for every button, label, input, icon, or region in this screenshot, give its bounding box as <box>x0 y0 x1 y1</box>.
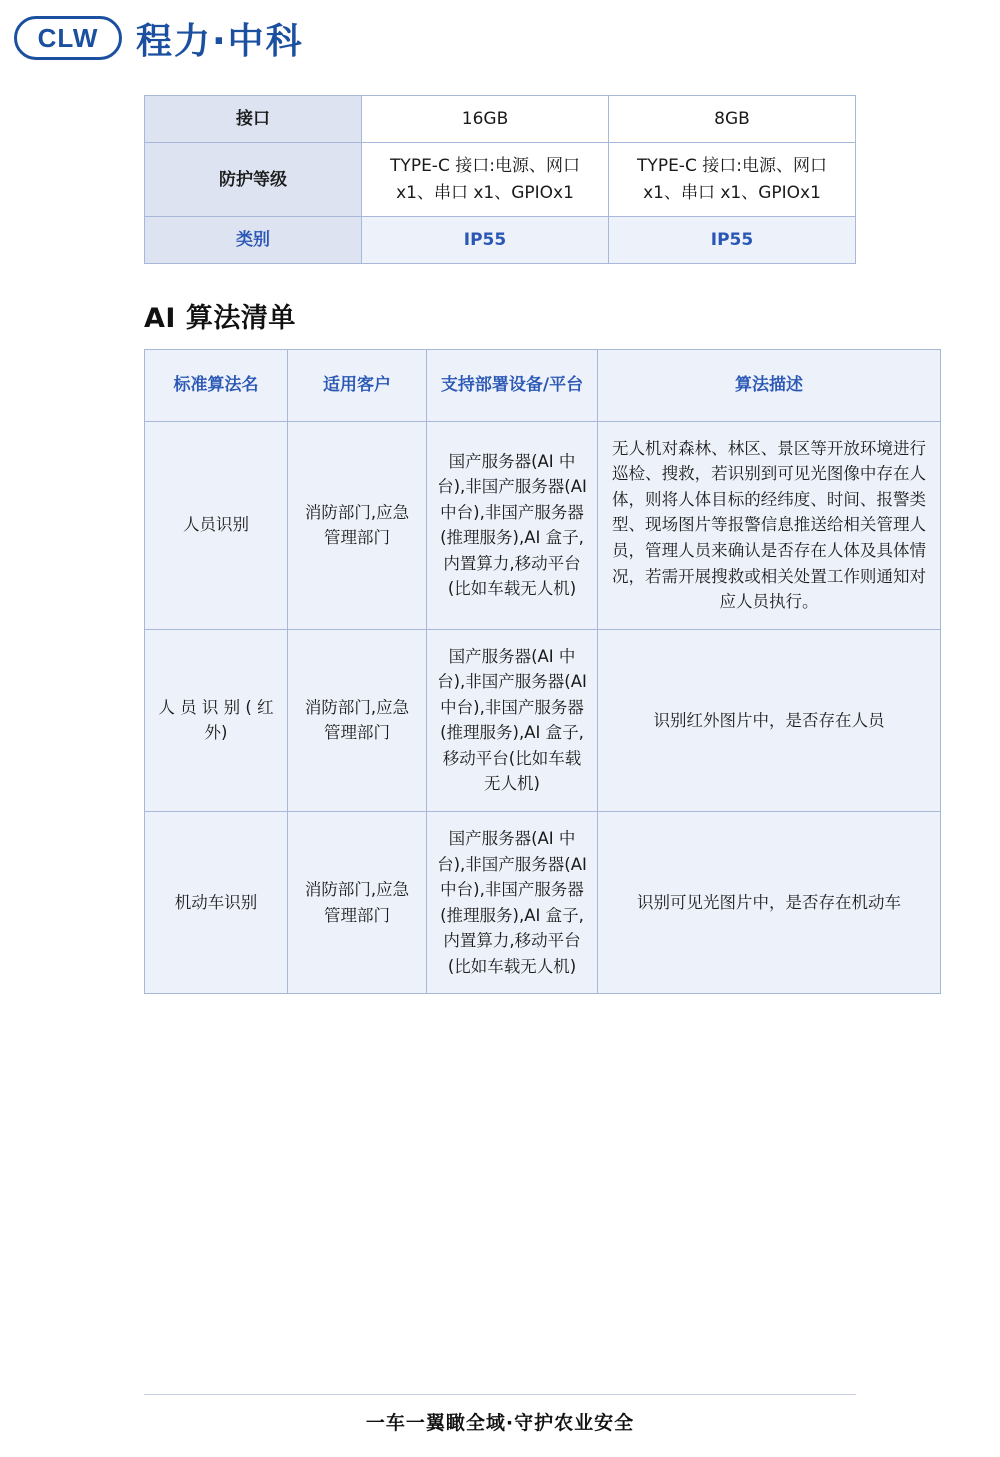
table-row <box>145 812 941 994</box>
clw-logo-icon <box>14 16 122 60</box>
column-header-customer: 适用客户 <box>288 350 427 421</box>
algo-name: 机动车识别 <box>145 812 288 994</box>
table-row <box>145 421 941 629</box>
column-header-description: 算法描述 <box>598 350 941 421</box>
logo-mark-text: CLW <box>37 22 99 53</box>
spec-row-label: 接口 <box>145 96 362 143</box>
footer-divider <box>144 1394 856 1395</box>
spec-row-16gb: IP55 <box>362 217 609 264</box>
algorithm-table <box>144 349 941 994</box>
spec-row-8gb: 8GB <box>609 96 856 143</box>
algo-customer: 消防部门,应急管理部门 <box>288 812 427 994</box>
table-row <box>145 217 856 264</box>
table-header-row <box>145 350 941 421</box>
spec-table <box>144 95 856 264</box>
table-row <box>145 143 856 217</box>
table-row <box>145 96 856 143</box>
algo-name: 人 员 识 别 ( 红外) <box>145 629 288 811</box>
column-header-name: 标准算法名 <box>145 350 288 421</box>
spec-row-8gb: IP55 <box>609 217 856 264</box>
algo-customer: 消防部门,应急管理部门 <box>288 421 427 629</box>
spec-row-label: 防护等级 <box>145 143 362 217</box>
algo-table-wrap <box>144 349 926 994</box>
brand-name: 程力·中科 <box>136 20 304 62</box>
algo-description: 识别红外图片中，是否存在人员 <box>598 629 941 811</box>
algo-name: 人员识别 <box>145 421 288 629</box>
algo-description: 识别可见光图片中，是否存在机动车 <box>598 812 941 994</box>
spec-row-16gb: 16GB <box>362 96 609 143</box>
algo-platform: 国产服务器(AI 中台),非国产服务器(AI 中台),非国产服务器(推理服务),AI 盒子,内置算力,移动平台(比如车载无人机) <box>427 421 598 629</box>
page-header <box>0 0 1000 62</box>
column-header-platform: 支持部署设备/平台 <box>427 350 598 421</box>
footer-slogan: 一车一翼瞰全域·守护农业安全 <box>365 1412 635 1434</box>
algo-customer: 消防部门,应急管理部门 <box>288 629 427 811</box>
algo-platform: 国产服务器(AI 中台),非国产服务器(AI 中台),非国产服务器(推理服务),AI 盒子,移动平台(比如车载无人机) <box>427 629 598 811</box>
page-title: AI 算法清单 <box>144 303 296 335</box>
algo-platform: 国产服务器(AI 中台),非国产服务器(AI 中台),非国产服务器(推理服务),AI 盒子,内置算力,移动平台(比如车载无人机) <box>427 812 598 994</box>
spec-row-label: 类别 <box>145 217 362 264</box>
algo-description: 无人机对森林、林区、景区等开放环境进行巡检、搜救，若识别到可见光图像中存在人体，则将人体目标的经纬度、时间、报警类型、现场图片等报警信息推送给相关管理人员，管理人员来确认是否存在人体及具体情况，若需开展搜救或相关处置工作则通知对应人员执行。 <box>598 421 941 629</box>
spec-row-16gb: TYPE-C 接口:电源、网口 x1、串口 x1、GPIOx1 <box>362 143 609 217</box>
spec-table-wrap <box>144 95 856 264</box>
spec-row-8gb: TYPE-C 接口:电源、网口 x1、串口 x1、GPIOx1 <box>609 143 856 217</box>
table-row <box>145 629 941 811</box>
